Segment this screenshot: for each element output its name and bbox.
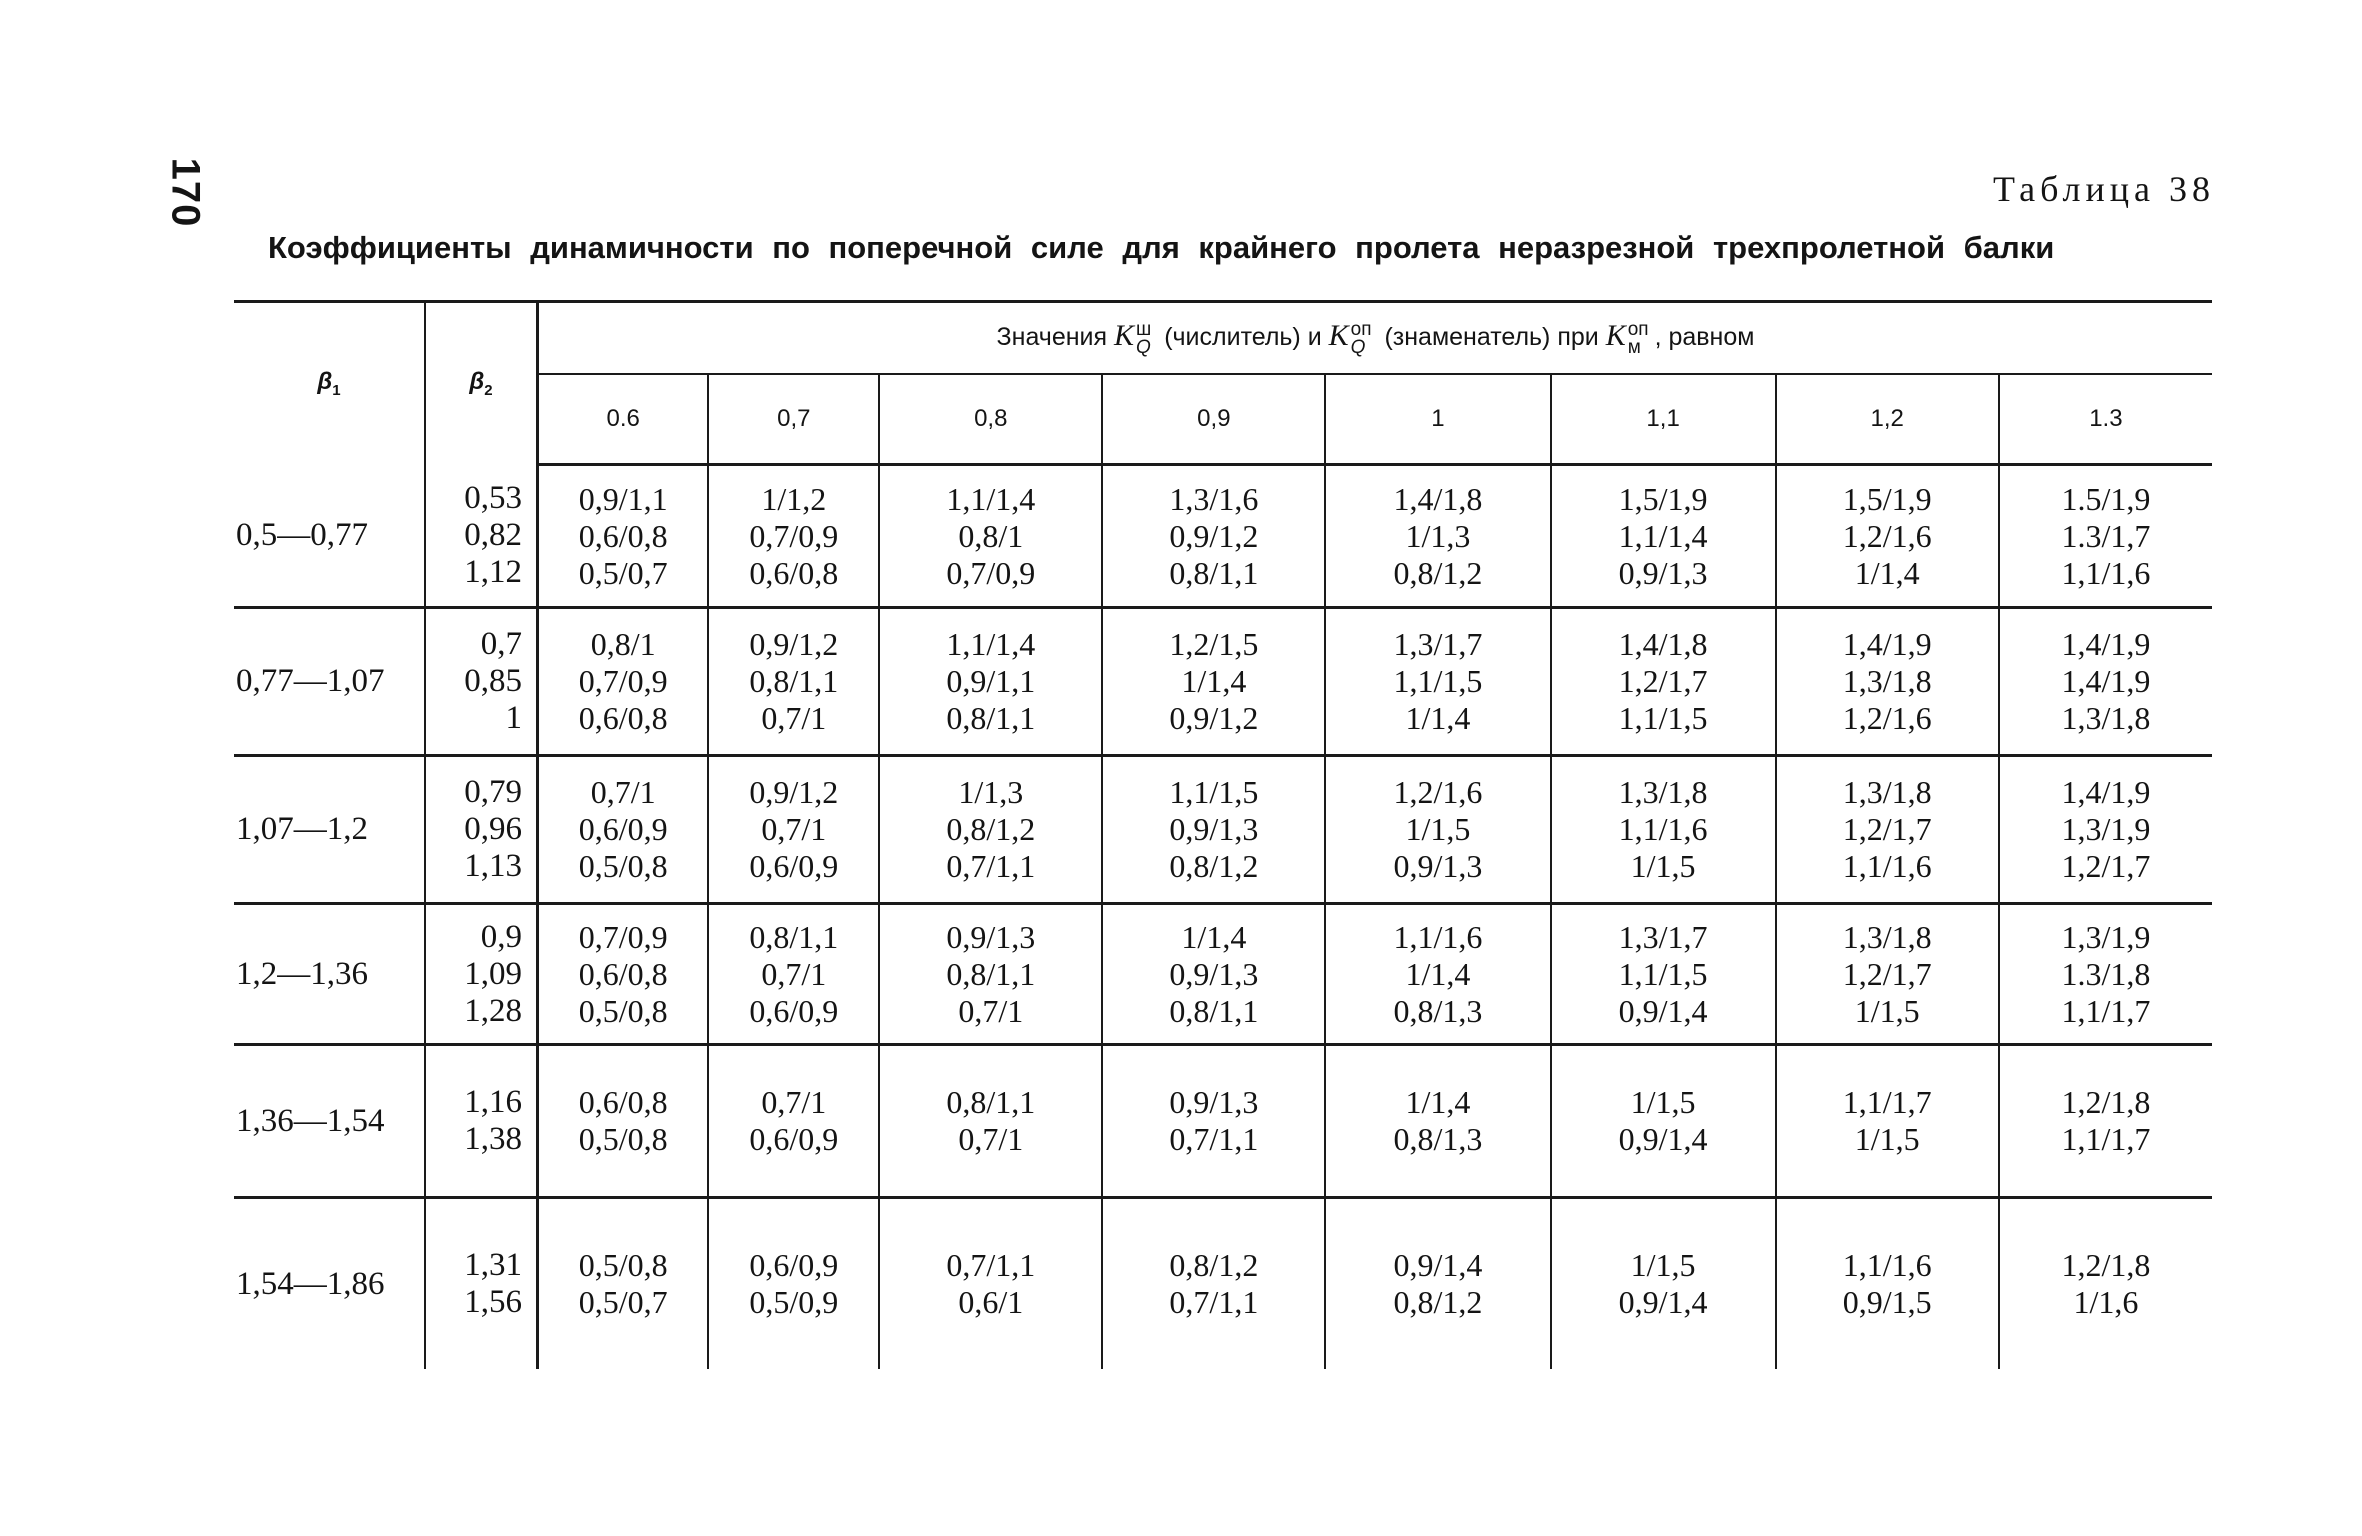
beta1-cell: 1,2—1,36 [234, 904, 425, 1045]
table-row [234, 756, 2212, 904]
coefficient-cell [1102, 1045, 1325, 1198]
k-value-header: 1.3 [1999, 374, 2212, 465]
beta2-header: $\beta_2$ [425, 302, 538, 465]
header-row [234, 302, 2212, 375]
beta2-value: 1,13 [464, 848, 523, 884]
coefficient-value: 1,3/1,8 [1842, 663, 1932, 699]
coefficient-value: 0,8/1,3 [1393, 1121, 1483, 1157]
coefficient-value: 0,6/0,9 [749, 992, 839, 1029]
coefficient-cell [879, 465, 1102, 608]
coefficient-value: 0,9/1,3 [1169, 955, 1259, 992]
coefficient-value: 0,6/0,8 [578, 955, 668, 992]
coefficient-cell [879, 1045, 1102, 1198]
beta2-value: 1,16 [464, 1084, 523, 1120]
coefficient-value: 1,2/1,6 [1393, 774, 1483, 810]
beta1-cell: 1,07—1,2 [234, 756, 425, 904]
coefficient-value: 1,2/1,7 [1842, 811, 1932, 847]
coefficient-value: 0,9/1,2 [749, 774, 839, 810]
beta2-value: 0,53 [464, 479, 523, 516]
coefficient-value: 0,5/0,8 [578, 848, 668, 884]
table-row [234, 1198, 2212, 1370]
coefficient-value: 1,3/1,8 [1842, 774, 1932, 810]
coefficient-cell [708, 756, 879, 904]
coefficient-value: 1,4/1,9 [2061, 774, 2151, 810]
beta2-cell [425, 1045, 538, 1198]
beta1-cell: 0,5—0,77 [234, 465, 425, 608]
table-row [234, 904, 2212, 1045]
coefficient-value: 0,6/0,9 [749, 1121, 839, 1157]
coefficient-cell [1102, 1198, 1325, 1370]
coefficient-value: 0,8/1,1 [1169, 554, 1259, 591]
coefficient-value: 0,7/0,9 [578, 918, 668, 955]
beta2-value: 1,56 [464, 1284, 523, 1320]
coefficient-value: 0,8/1,2 [1169, 848, 1259, 884]
coefficient-value: 0,6/0,8 [578, 700, 668, 736]
coefficient-cell [538, 904, 709, 1045]
k-value-header: 1 [1325, 374, 1550, 465]
coefficient-value: 0,7/1 [761, 955, 827, 992]
coefficient-value: 1/1,5 [1854, 992, 1920, 1029]
coefficient-value: 1,3/1,9 [2061, 811, 2151, 847]
coefficient-cell [538, 608, 709, 756]
coefficient-cell [538, 756, 709, 904]
k-value-header: 1,2 [1776, 374, 1999, 465]
coefficient-cell [1325, 465, 1550, 608]
coefficient-value: 1,2/1,8 [2061, 1247, 2151, 1283]
coefficient-cell [1551, 1198, 1776, 1370]
coefficient-value: 0,7/0,9 [749, 517, 839, 554]
coefficient-value: 0,7/1 [761, 1084, 827, 1120]
beta2-cell [425, 608, 538, 756]
coefficient-value: 1.5/1,9 [2061, 480, 2151, 517]
coefficient-value: 1/1,5 [1630, 848, 1696, 884]
coefficient-cell [1102, 465, 1325, 608]
coefficient-value: 1,1/1,6 [1842, 1247, 1932, 1283]
coefficient-value: 1/1,4 [1181, 918, 1247, 955]
table-row [234, 465, 2212, 608]
coefficient-value: 1,4/1,8 [1393, 480, 1483, 517]
coefficient-cell [1999, 756, 2212, 904]
beta1-cell: 1,54—1,86 [234, 1198, 425, 1370]
coefficient-value: 1,1/1,7 [1842, 1084, 1932, 1120]
k-value-header: 0.6 [538, 374, 709, 465]
coefficient-value: 0,8/1 [590, 626, 656, 662]
coefficient-value: 1,5/1,9 [1618, 480, 1708, 517]
beta2-value: 0,85 [464, 663, 523, 699]
coefficient-value: 1,4/1,9 [1842, 626, 1932, 662]
coefficient-value: 0,7/1 [761, 700, 827, 736]
coefficient-cell [1776, 608, 1999, 756]
coefficient-cell [1551, 904, 1776, 1045]
coefficient-value: 0,9/1,3 [1169, 811, 1259, 847]
coefficient-value: 0,9/1,2 [749, 626, 839, 662]
coefficient-cell [1551, 756, 1776, 904]
coefficient-value: 1/1,6 [2073, 1284, 2139, 1320]
coefficient-value: 1,4/1,9 [2061, 663, 2151, 699]
coefficient-value: 1,1/1,4 [1618, 517, 1708, 554]
coefficient-value: 1/1,2 [761, 480, 827, 517]
coefficient-value: 0,7/1 [958, 992, 1024, 1029]
coefficient-cell [879, 904, 1102, 1045]
coefficient-value: 1/1,5 [1405, 811, 1471, 847]
coefficient-cell [1776, 1045, 1999, 1198]
coefficient-value: 1,4/1,8 [1618, 626, 1708, 662]
coefficient-value: 1/1,4 [1405, 700, 1471, 736]
coefficient-value: 0,8/1 [958, 517, 1024, 554]
coefficient-value: 0,9/1,1 [946, 663, 1036, 699]
coefficient-value: 0,8/1,1 [749, 663, 839, 699]
coefficient-value: 0,9/1,4 [1618, 992, 1708, 1029]
coefficient-value: 1,1/1,6 [1618, 811, 1708, 847]
coefficient-value: 0,6/0,8 [578, 517, 668, 554]
coefficient-value: 0,9/1,4 [1618, 1121, 1708, 1157]
coefficient-value: 0,6/0,9 [749, 1247, 839, 1283]
coefficient-value: 1,3/1,7 [1618, 918, 1708, 955]
coefficient-cell [538, 465, 709, 608]
beta1-cell: 0,77—1,07 [234, 608, 425, 756]
coefficient-cell [1325, 904, 1550, 1045]
coefficient-value: 1,1/1,6 [2061, 554, 2151, 591]
coefficient-value: 0,9/1,5 [1842, 1284, 1932, 1320]
coefficient-value: 0,8/1,2 [1393, 1284, 1483, 1320]
coefficient-value: 1,1/1,5 [1393, 663, 1483, 699]
coefficient-value: 1,2/1,7 [1618, 663, 1708, 699]
coefficient-value: 1,2/1,5 [1169, 626, 1259, 662]
coefficient-value: 1.3/1,8 [2061, 955, 2151, 992]
coefficient-cell [1776, 1198, 1999, 1370]
beta2-value: 1 [505, 700, 523, 736]
coefficient-value: 0,7/1 [958, 1121, 1024, 1157]
coefficient-cell [1999, 1045, 2212, 1198]
coefficient-cell [538, 1045, 709, 1198]
coefficient-value: 0,7/1,1 [946, 848, 1036, 884]
beta2-value: 0,9 [480, 918, 523, 955]
coefficient-value: 1,4/1,9 [2061, 626, 2151, 662]
beta2-value: 0,79 [464, 774, 523, 810]
beta2-cell [425, 1198, 538, 1370]
coefficient-value: 1.3/1,7 [2061, 517, 2151, 554]
coefficient-cell [1776, 904, 1999, 1045]
coefficient-value: 0,5/0,8 [578, 1247, 668, 1283]
coefficient-value: 1,3/1,8 [1618, 774, 1708, 810]
table-row [234, 1045, 2212, 1198]
coefficient-value: 0,7/1,1 [1169, 1284, 1259, 1320]
page-number: 170 [163, 157, 208, 228]
coefficient-value: 1/1,5 [1630, 1084, 1696, 1120]
coefficient-value: 0,8/1,1 [946, 955, 1036, 992]
coefficient-value: 0,5/0,9 [749, 1284, 839, 1320]
beta2-cell [425, 756, 538, 904]
coefficient-value: 1/1,4 [1181, 663, 1247, 699]
coefficient-value: 1,3/1,9 [2061, 918, 2151, 955]
coefficient-cell [1102, 756, 1325, 904]
coefficient-cell [708, 904, 879, 1045]
coefficient-value: 1,1/1,4 [946, 480, 1036, 517]
coefficient-cell [1999, 465, 2212, 608]
coefficient-cell [1776, 465, 1999, 608]
beta2-value: 1,31 [464, 1247, 523, 1283]
beta2-value: 1,12 [464, 553, 523, 590]
coefficient-cell [1551, 1045, 1776, 1198]
coefficient-value: 1/1,4 [1405, 1084, 1471, 1120]
table-body [234, 465, 2212, 1370]
coefficient-value: 1/1,5 [1854, 1121, 1920, 1157]
coefficient-value: 0,5/0,7 [578, 554, 668, 591]
coefficient-value: 1,1/1,5 [1618, 700, 1708, 736]
coefficient-cell [708, 1198, 879, 1370]
coefficient-value: 1/1,3 [958, 774, 1024, 810]
coefficient-cell [1102, 904, 1325, 1045]
coefficient-value: 0,9/1,2 [1169, 700, 1259, 736]
k-value-header: 1,1 [1551, 374, 1776, 465]
coefficient-cell [879, 756, 1102, 904]
coefficient-value: 0,5/0,7 [578, 1284, 668, 1320]
beta1-cell: 1,36—1,54 [234, 1045, 425, 1198]
coefficient-value: 0,7/1 [761, 811, 827, 847]
coefficient-cell [1325, 608, 1550, 756]
k-value-header: 0,9 [1102, 374, 1325, 465]
coefficient-value: 0,6/0,9 [578, 811, 668, 847]
table-title: Коэффициенты динамичности по поперечной силе для крайнего пролета неразрезной трехпролетной балки [268, 230, 2055, 265]
coefficient-value: 1,2/1,7 [1842, 955, 1932, 992]
coefficient-value: 1,1/1,5 [1169, 774, 1259, 810]
coefficient-cell [879, 1198, 1102, 1370]
coefficient-value: 0,9/1,3 [1393, 848, 1483, 884]
coefficient-value: 1/1,3 [1405, 517, 1471, 554]
coefficient-value: 1,2/1,8 [2061, 1084, 2151, 1120]
coefficient-cell [1999, 904, 2212, 1045]
beta2-value: 0,7 [480, 626, 523, 662]
coefficient-value: 0,5/0,8 [578, 992, 668, 1029]
coefficient-value: 0,7/1,1 [946, 1247, 1036, 1283]
beta2-value: 0,96 [464, 811, 523, 847]
coefficient-value: 0,9/1,3 [946, 918, 1036, 955]
coefficient-value: 0,8/1,1 [946, 700, 1036, 736]
coefficient-value: 1/1,5 [1630, 1247, 1696, 1283]
coefficient-value: 1/1,4 [1854, 554, 1920, 591]
coefficient-value: 1/1,4 [1405, 955, 1471, 992]
coefficient-value: 1,1/1,7 [2061, 992, 2151, 1029]
beta2-value: 1,09 [464, 955, 523, 992]
coefficient-cell [1999, 1198, 2212, 1370]
beta2-value: 0,82 [464, 516, 523, 553]
coefficient-value: 0,9/1,1 [578, 480, 668, 517]
beta2-value: 1,38 [464, 1121, 523, 1157]
coefficient-cell [1325, 1198, 1550, 1370]
beta2-cell [425, 465, 538, 608]
coefficient-value: 0,6/1 [958, 1284, 1024, 1320]
coefficient-cell [1102, 608, 1325, 756]
coefficient-cell [1551, 465, 1776, 608]
coefficient-value: 0,7/1 [590, 774, 656, 810]
coefficient-cell [1776, 756, 1999, 904]
coefficient-value: 0,7/0,9 [946, 554, 1036, 591]
coefficient-value: 1,2/1,6 [1842, 700, 1932, 736]
coefficient-value: 0,8/1,2 [1393, 554, 1483, 591]
coefficient-value: 0,5/0,8 [578, 1121, 668, 1157]
coefficient-value: 0,6/0,8 [578, 1084, 668, 1120]
k-value-header: 0,8 [879, 374, 1102, 465]
beta2-value: 1,28 [464, 992, 523, 1029]
coefficient-value: 0,8/1,2 [946, 811, 1036, 847]
coefficient-value: 0,9/1,4 [1393, 1247, 1483, 1283]
coefficient-value: 1,1/1,6 [1393, 918, 1483, 955]
coefficient-value: 0,7/1,1 [1169, 1121, 1259, 1157]
coefficient-value: 1,3/1,6 [1169, 480, 1259, 517]
coefficient-value: 0,9/1,3 [1169, 1084, 1259, 1120]
coefficient-value: 0,9/1,2 [1169, 517, 1259, 554]
coefficient-cell [708, 465, 879, 608]
coefficient-value: 0,8/1,3 [1393, 992, 1483, 1029]
coefficient-cell [1999, 608, 2212, 756]
coefficient-value: 1,1/1,6 [1842, 848, 1932, 884]
coefficient-value: 0,6/0,9 [749, 848, 839, 884]
coefficient-cell [1551, 608, 1776, 756]
coefficient-value: 0,6/0,8 [749, 554, 839, 591]
coefficient-cell [708, 608, 879, 756]
coefficient-cell [538, 1198, 709, 1370]
coefficient-value: 1,1/1,5 [1618, 955, 1708, 992]
coefficient-value: 1,1/1,4 [946, 626, 1036, 662]
table-label: Таблица 38 [1993, 169, 2215, 209]
coefficient-cell [1325, 1045, 1550, 1198]
k-value-header: 0,7 [708, 374, 879, 465]
coefficient-cell [1325, 756, 1550, 904]
beta1-header: $\beta_1$ [234, 302, 425, 465]
coefficient-value: 0,9/1,3 [1618, 554, 1708, 591]
coefficient-cell [708, 1045, 879, 1198]
beta2-cell [425, 904, 538, 1045]
coefficient-value: 0,8/1,1 [946, 1084, 1036, 1120]
coefficient-cell [879, 608, 1102, 756]
coefficient-value: 1,3/1,8 [1842, 918, 1932, 955]
coefficient-value: 0,8/1,1 [749, 918, 839, 955]
coefficient-value: 0,9/1,4 [1618, 1284, 1708, 1320]
values-header: Значения K ш Q (числитель) и K оп Q (знаменатель) при K оп м , равном [538, 302, 2212, 375]
coefficients-table [234, 300, 2212, 1369]
coefficient-value: 1,2/1,7 [2061, 848, 2151, 884]
coefficient-value: 1,3/1,7 [1393, 626, 1483, 662]
table-row [234, 608, 2212, 756]
coefficient-value: 1,2/1,6 [1842, 517, 1932, 554]
coefficient-value: 0,8/1,1 [1169, 992, 1259, 1029]
coefficient-value: 1,5/1,9 [1842, 480, 1932, 517]
coefficient-value: 1,3/1,8 [2061, 700, 2151, 736]
coefficient-value: 0,8/1,2 [1169, 1247, 1259, 1283]
coefficient-value: 1,1/1,7 [2061, 1121, 2151, 1157]
coefficient-value: 0,7/0,9 [578, 663, 668, 699]
